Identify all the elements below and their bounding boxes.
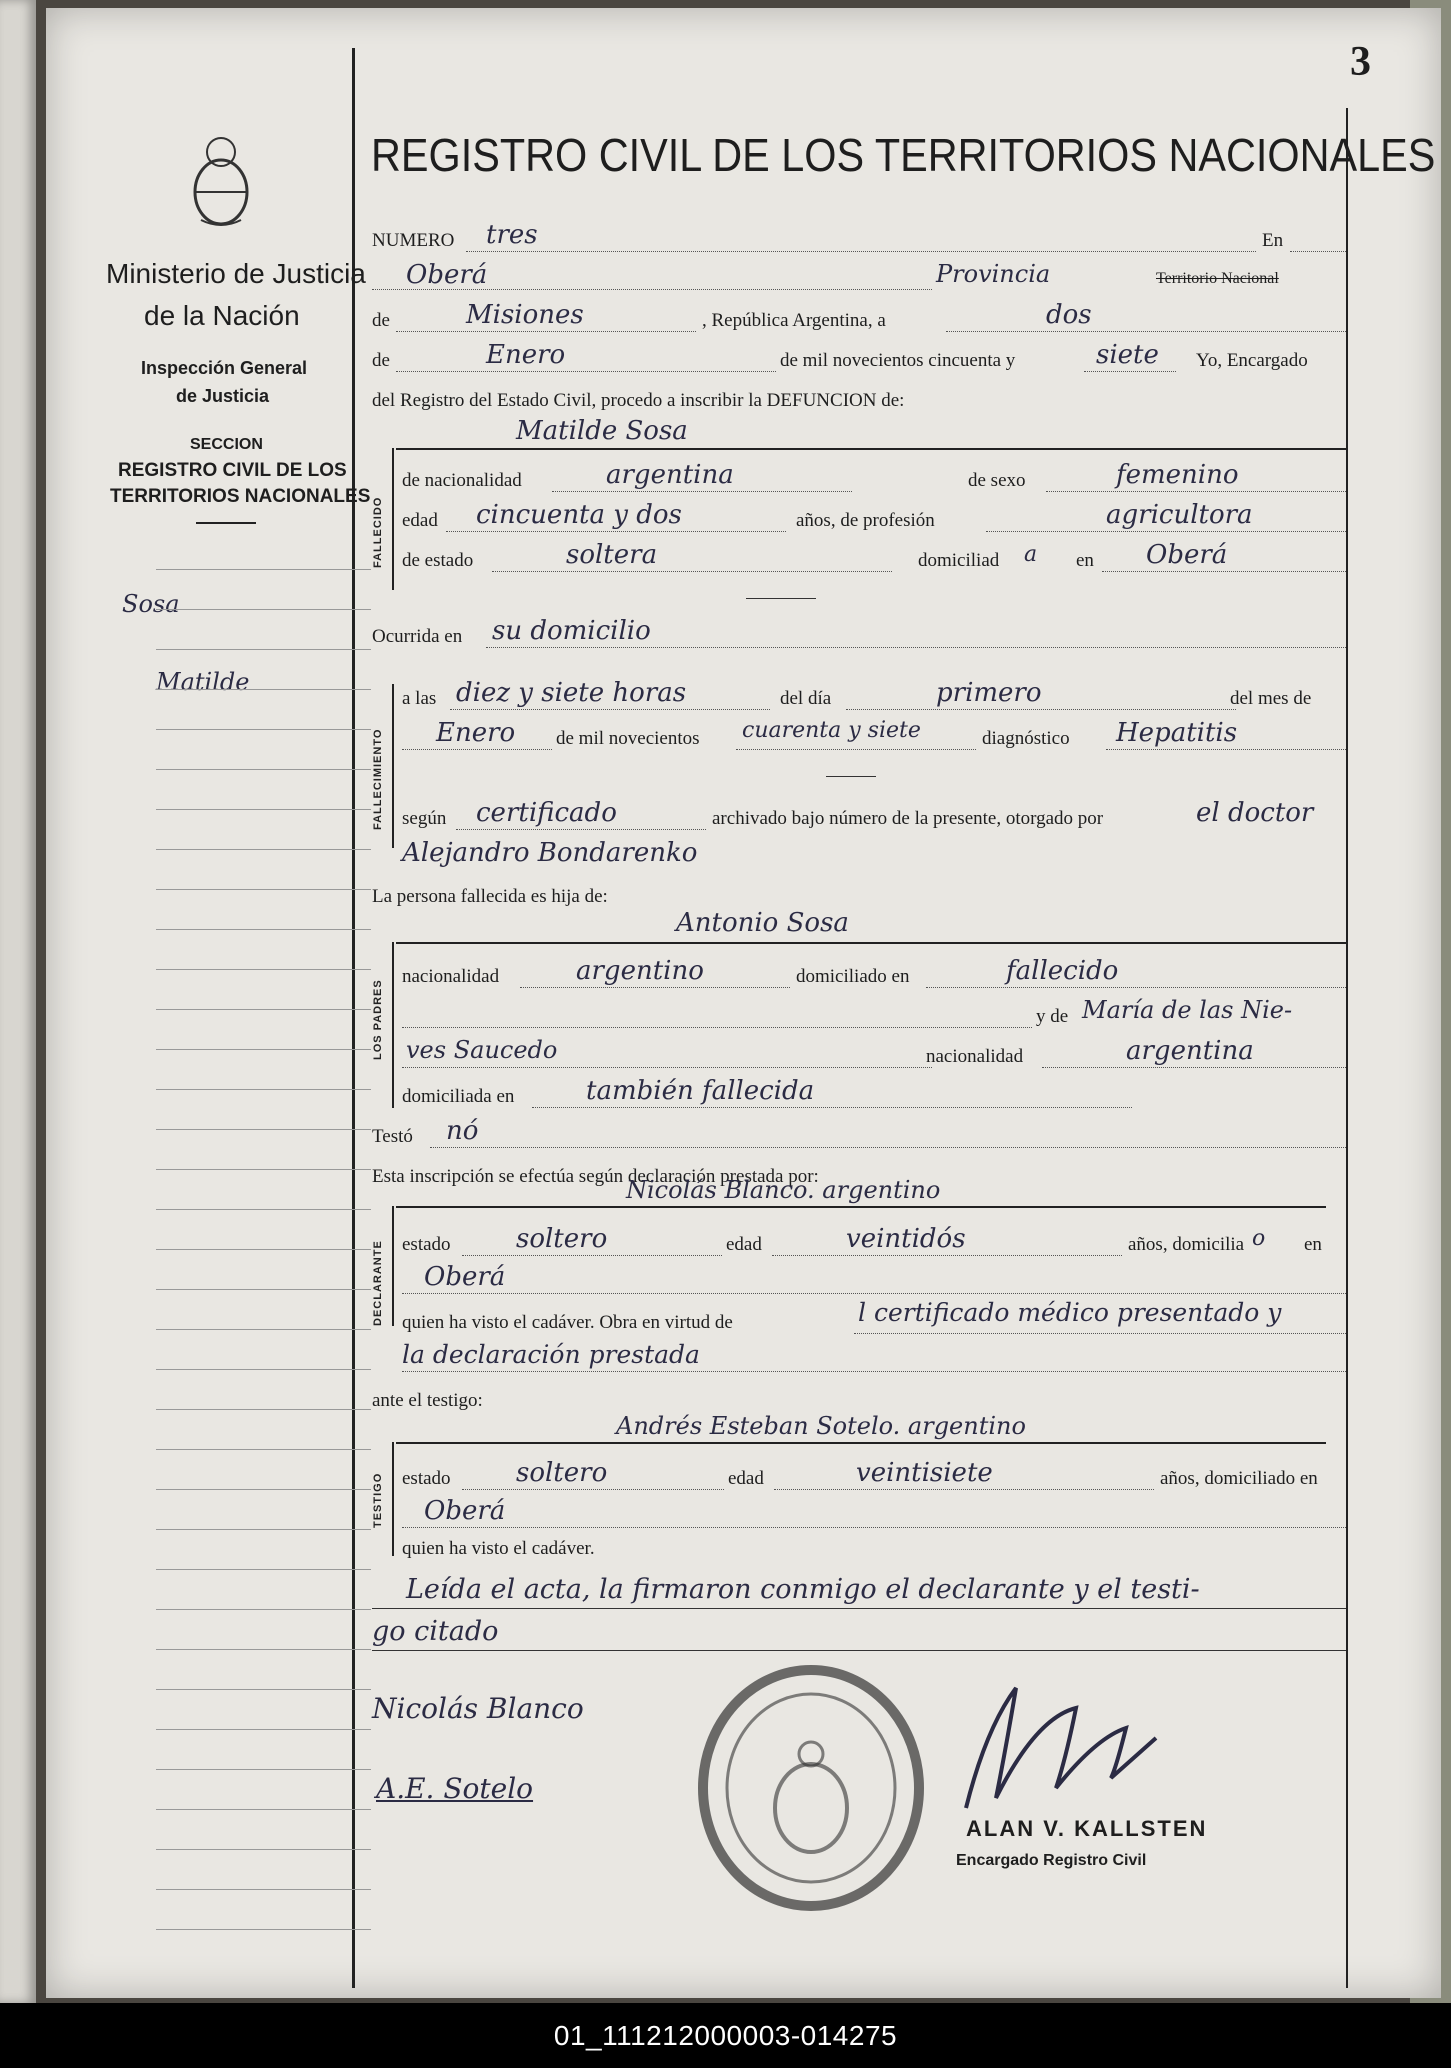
margin-rule	[156, 808, 371, 810]
field-line	[946, 330, 1346, 332]
field-line	[462, 1254, 722, 1256]
label-ocurrida: Ocurrida en	[372, 626, 463, 647]
field-line	[1042, 1066, 1346, 1068]
value-declarante: Nicolás Blanco. argentino	[626, 1176, 941, 1204]
margin-rule	[156, 1288, 371, 1290]
value-anio: siete	[1096, 340, 1159, 370]
encargado-name: ALAN V. KALLSTEN	[966, 1816, 1208, 1841]
value-madre-dom: también fallecida	[586, 1076, 815, 1106]
field-line	[1106, 748, 1346, 750]
label-de-mil: de mil novecientos cincuenta y	[780, 350, 1016, 371]
label-a-las: a las	[402, 688, 437, 709]
label-sexo: de sexo	[968, 470, 1026, 491]
field-line	[396, 330, 696, 332]
value-medico1: el doctor	[1196, 798, 1314, 828]
label-de-mil2: de mil novecientos	[556, 728, 700, 749]
block-bracket	[392, 1206, 394, 1326]
block-bracket	[392, 1442, 394, 1556]
margin-rule	[156, 1728, 371, 1730]
field-line	[846, 708, 1236, 710]
field-line	[532, 1106, 1132, 1108]
value-decl-dom: Oberá	[424, 1262, 506, 1292]
block-line	[396, 1206, 1326, 1208]
margin-rule	[156, 728, 371, 730]
page-number: 3	[1350, 39, 1371, 85]
margin-rule	[156, 1368, 371, 1370]
label-domiciliada-en: domiciliada en	[402, 1086, 515, 1107]
side-fallecimiento: FALLECIMIENTO	[372, 728, 384, 830]
label-en-small: en	[1076, 550, 1094, 571]
value-test-edad: veintisiete	[856, 1458, 993, 1488]
margin-rule	[156, 1648, 371, 1650]
field-line	[774, 1488, 1154, 1490]
right-border	[1346, 108, 1348, 1988]
field-line	[402, 748, 552, 750]
label-domiciliado-en: domiciliado en	[796, 966, 910, 987]
margin-rule	[156, 1248, 371, 1250]
margin-rule	[156, 608, 371, 610]
value-cierre1: Leída el acta, la firmaron conmigo el declarante y el testi-	[406, 1574, 1200, 1605]
label-del-mes: del mes de	[1230, 688, 1312, 709]
value-madre1: María de las Nie-	[1082, 996, 1293, 1024]
label-yo: Yo, Encargado	[1196, 350, 1308, 371]
field-line	[402, 1066, 932, 1068]
value-nacionalidad: argentina	[606, 460, 734, 490]
block-bracket	[392, 448, 394, 590]
margin-rule	[156, 1088, 371, 1090]
field-line	[402, 1526, 1346, 1528]
field-line	[986, 530, 1346, 532]
field-line	[446, 530, 786, 532]
value-testigo: Andrés Esteban Sotelo. argentino	[616, 1412, 1026, 1440]
closing-line	[372, 1608, 1346, 1609]
field-line	[486, 646, 1346, 648]
field-line	[1102, 570, 1346, 572]
field-line	[772, 1254, 1122, 1256]
value-madre-nac: argentina	[1126, 1036, 1254, 1066]
margin-rule	[156, 968, 371, 970]
inspection-line1: Inspección General	[141, 358, 308, 378]
margin-firstname: Matilde	[156, 668, 250, 696]
ministry-line1: Ministerio de Justicia	[106, 258, 366, 289]
label-estado: de estado	[402, 550, 474, 571]
value-padre-nac: argentino	[576, 956, 704, 986]
value-anio-muerte: cuarenta y siete	[742, 718, 921, 743]
margin-rule	[156, 1008, 371, 1010]
signature-testigo: A.E. Sotelo	[376, 1772, 534, 1805]
value-profesion: agricultora	[1106, 500, 1253, 530]
label-de2: de	[372, 350, 390, 371]
closing-line	[372, 1650, 1346, 1651]
value-madre2: ves Saucedo	[406, 1036, 558, 1064]
field-line	[402, 1370, 1346, 1372]
field-line	[1046, 490, 1346, 492]
field-line	[466, 250, 1256, 252]
label-estado3: estado	[402, 1468, 451, 1489]
label-nacionalidad3: nacionalidad	[926, 1046, 1024, 1067]
field-line	[456, 828, 706, 830]
margin-rule	[156, 1848, 371, 1850]
value-test-dom: Oberá	[424, 1496, 506, 1526]
margin-rule	[156, 1928, 371, 1930]
label-inscripcion: Esta inscripción se efectúa según declaración prestada por:	[372, 1166, 819, 1187]
field-line	[492, 570, 892, 572]
margin-rule	[156, 1528, 371, 1530]
label-testo: Testó	[372, 1126, 413, 1147]
inspection-line2: de Justicia	[176, 386, 270, 406]
field-line	[430, 1146, 1346, 1148]
value-padre-dom: fallecido	[1006, 956, 1119, 986]
label-y-de: y de	[1036, 1006, 1069, 1027]
label-diagnostico: diagnóstico	[982, 728, 1070, 749]
value-decl-suffix: o	[1252, 1226, 1266, 1251]
side-declarante: DECLARANTE	[372, 1240, 384, 1326]
label-de1: de	[372, 310, 390, 331]
ministry-line2: de la Nación	[144, 300, 300, 331]
value-certificado: certificado	[476, 798, 617, 828]
field-line	[1084, 370, 1176, 372]
signature-declarante: Nicolás Blanco	[372, 1692, 584, 1725]
margin-rule	[156, 568, 371, 570]
margin-rule	[156, 1168, 371, 1170]
label-del-dia: del día	[780, 688, 832, 709]
filler-stroke	[826, 776, 876, 777]
label-anos-dom: años, domicilia	[1128, 1234, 1245, 1255]
value-cierre2: go citado	[372, 1616, 499, 1647]
field-line	[450, 708, 770, 710]
field-line	[1290, 250, 1346, 252]
value-dia-muerte: primero	[936, 678, 1042, 708]
value-decl-edad: veintidós	[846, 1224, 966, 1254]
block-bracket	[392, 684, 394, 848]
margin-rule	[156, 1328, 371, 1330]
margin-rule	[156, 1568, 371, 1570]
label-quien-cadaver2: quien ha visto el cadáver.	[402, 1538, 595, 1559]
margin-rule	[156, 1488, 371, 1490]
field-line	[520, 986, 790, 988]
field-line	[854, 1332, 1346, 1334]
label-archivado: archivado bajo número de la presente, otorgado por	[712, 808, 1104, 829]
margin-rule	[156, 1888, 371, 1890]
value-medico2: Alejandro Bondarenko	[402, 838, 698, 868]
label-quien-cadaver: quien ha visto el cadáver. Obra en virtud de	[402, 1312, 733, 1333]
page-title: REGISTRO CIVIL DE LOS TERRITORIOS NACIONALES	[371, 129, 1436, 181]
label-en2: en	[1304, 1234, 1322, 1255]
value-ocurrida: su domicilio	[492, 616, 651, 646]
label-numero: NUMERO	[372, 230, 455, 251]
image-id-footer: 01_111212000003-014275	[0, 2003, 1451, 2068]
value-provincia: Misiones	[466, 300, 584, 330]
label-registro: del Registro del Estado Civil, procedo a inscribir la DEFUNCION de:	[372, 390, 905, 411]
value-estado: soltera	[566, 540, 658, 570]
margin-rule	[156, 1208, 371, 1210]
side-testigo: TESTIGO	[372, 1472, 384, 1528]
value-numero: tres	[486, 220, 538, 250]
value-dia: dos	[1046, 300, 1092, 330]
value-test-estado: soltero	[516, 1458, 608, 1488]
label-provincia: Provincia	[936, 260, 1051, 288]
register-page	[46, 8, 1441, 1998]
field-line	[926, 986, 1346, 988]
label-anos-dom2: años, domiciliado en	[1160, 1468, 1318, 1489]
margin-rule	[156, 1448, 371, 1450]
label-segun: según	[402, 808, 447, 829]
block-bracket	[392, 942, 394, 1108]
label-nacionalidad2: nacionalidad	[402, 966, 500, 987]
label-territorio: Territorio Nacional	[1156, 270, 1279, 287]
margin-rule	[156, 688, 371, 690]
column-divider	[352, 48, 355, 1988]
side-fallecido: FALLECIDO	[372, 496, 384, 568]
value-mes-muerte: Enero	[436, 718, 516, 748]
encargado-title: Encargado Registro Civil	[956, 1852, 1147, 1869]
value-diagnostico: Hepatitis	[1116, 718, 1238, 748]
field-line	[396, 370, 776, 372]
field-line	[736, 748, 976, 750]
margin-rule	[156, 1128, 371, 1130]
value-hora: diez y siete horas	[456, 678, 687, 708]
margin-surname: Sosa	[122, 590, 180, 618]
side-padres: LOS PADRES	[372, 979, 384, 1060]
civil-registry-stamp-icon	[686, 1658, 936, 1918]
margin-rule	[156, 1768, 371, 1770]
label-edad3: edad	[728, 1468, 764, 1489]
margin-rule	[156, 848, 371, 850]
label-domiciliada: domiciliad	[918, 550, 1000, 571]
label-ante: ante el testigo:	[372, 1390, 483, 1411]
block-line	[396, 1442, 1326, 1444]
margin-rule	[156, 1048, 371, 1050]
value-edad: cincuenta y dos	[476, 500, 682, 530]
section-name2: TERRITORIOS NACIONALES	[110, 486, 371, 507]
label-edad2: edad	[726, 1234, 762, 1255]
field-line	[462, 1488, 724, 1490]
margin-rule	[156, 928, 371, 930]
value-padre: Antonio Sosa	[676, 908, 849, 938]
value-testo: nó	[446, 1116, 479, 1146]
section-label: SECCION	[190, 436, 263, 453]
label-edad: edad	[402, 510, 438, 531]
value-mes: Enero	[486, 340, 566, 370]
margin-rule	[156, 768, 371, 770]
section-underline	[196, 522, 256, 524]
value-obra1: l certificado médico presentado y	[858, 1298, 1282, 1327]
value-domicilio: Oberá	[1146, 540, 1228, 570]
value-lugar: Oberá	[406, 260, 488, 290]
previous-page-edge	[0, 0, 36, 2003]
filler-stroke	[746, 598, 816, 599]
value-decl-estado: soltero	[516, 1224, 608, 1254]
margin-rule	[156, 648, 371, 650]
margin-rule	[156, 1808, 371, 1810]
encargado-signature-icon	[926, 1668, 1186, 1818]
label-estado2: estado	[402, 1234, 451, 1255]
coat-of-arms-icon	[186, 130, 256, 230]
margin-rule	[156, 1688, 371, 1690]
label-republica: , República Argentina, a	[702, 310, 886, 331]
value-obra2: la declaración prestada	[402, 1340, 700, 1369]
label-en: En	[1262, 230, 1284, 251]
value-fallecido: Matilde Sosa	[516, 416, 688, 446]
block-line	[396, 448, 1346, 450]
section-name1: REGISTRO CIVIL DE LOS	[118, 460, 347, 481]
margin-rule	[156, 888, 371, 890]
block-line	[396, 942, 1346, 944]
label-nacionalidad: de nacionalidad	[402, 470, 522, 491]
margin-rule	[156, 1608, 371, 1610]
label-hija: La persona fallecida es hija de:	[372, 886, 608, 907]
label-anos-prof: años, de profesión	[796, 510, 935, 531]
field-line	[402, 1292, 1346, 1294]
margin-rule	[156, 1408, 371, 1410]
field-line	[552, 490, 852, 492]
value-sexo: femenino	[1116, 460, 1239, 490]
value-dom-suffix: a	[1024, 542, 1038, 567]
field-line	[402, 1026, 1032, 1028]
